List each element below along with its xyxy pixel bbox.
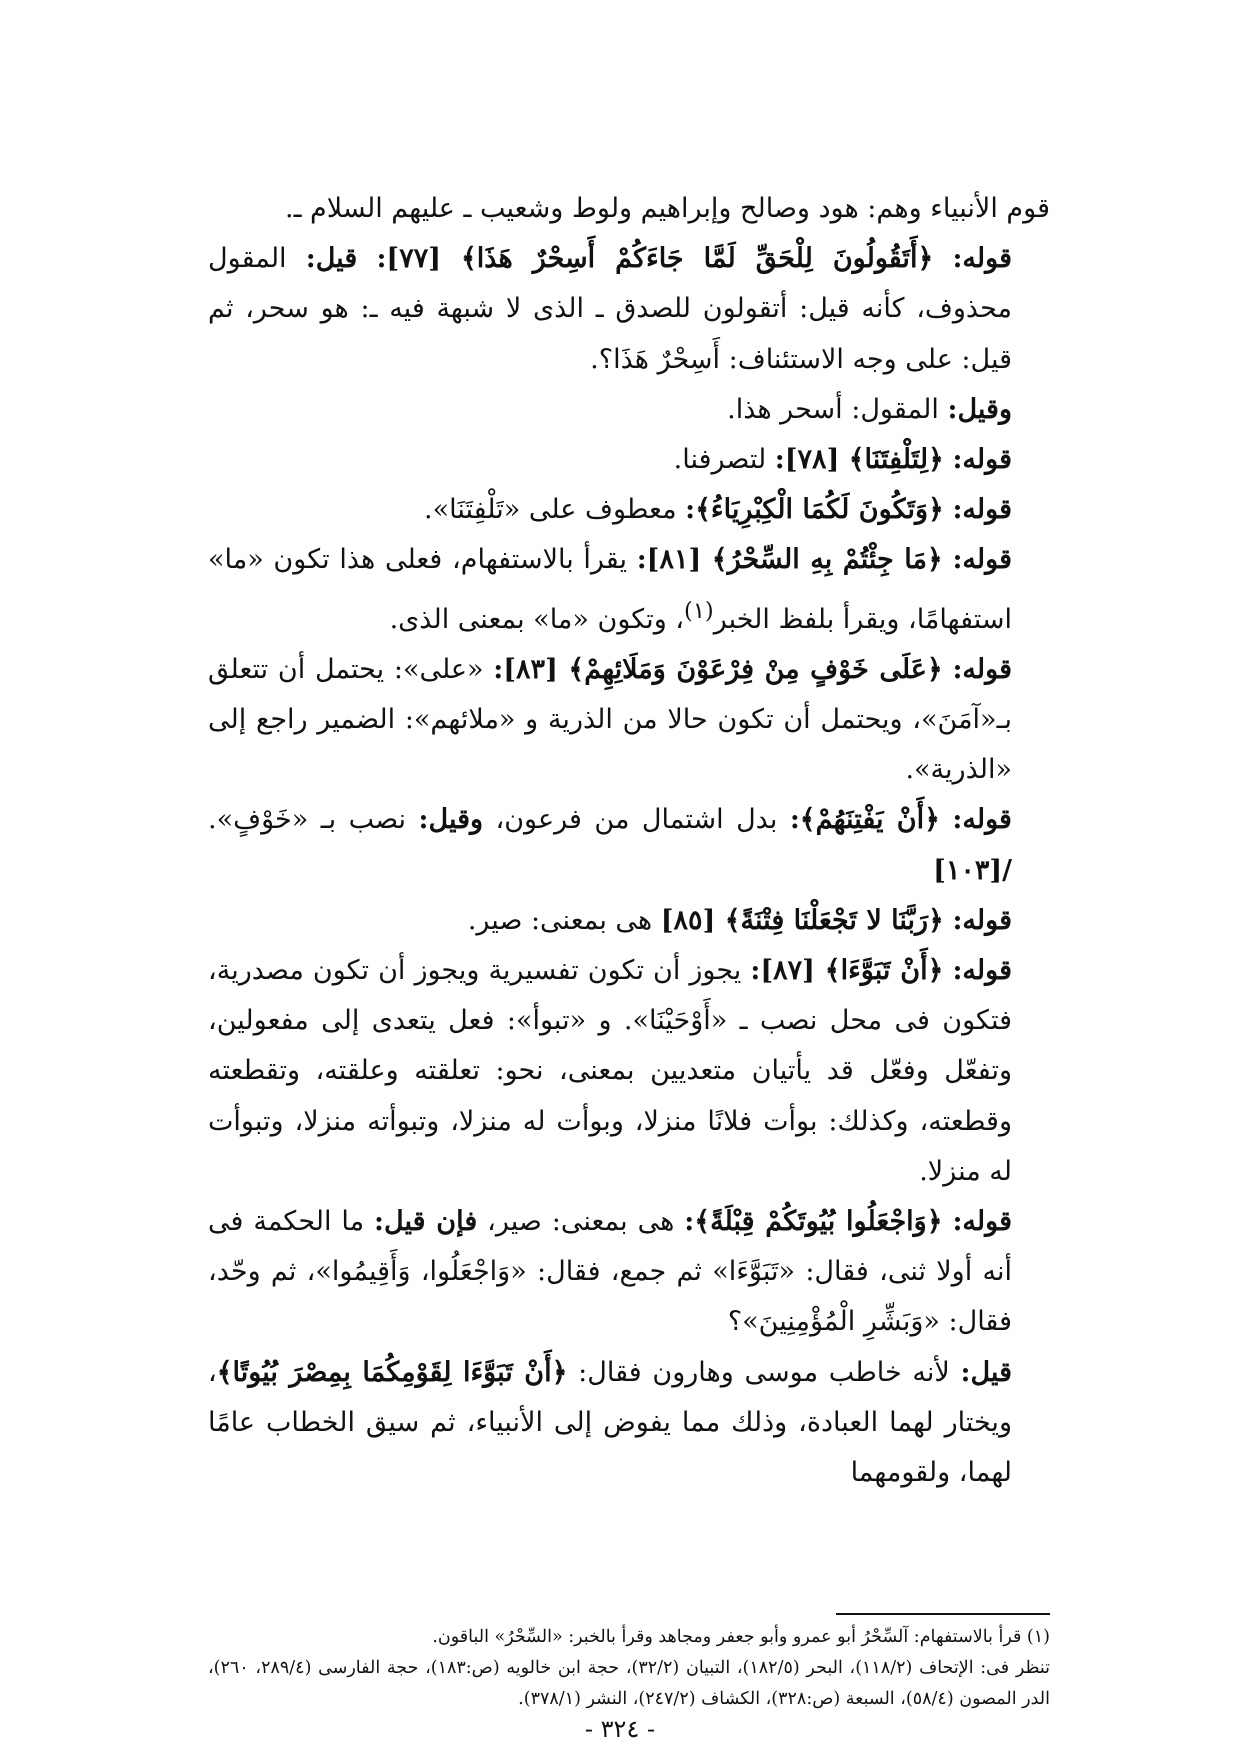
footnote-separator (836, 1613, 1050, 1615)
paragraph-6 (208, 535, 1050, 644)
paragraph-12 (208, 1348, 1050, 1499)
main-text (208, 184, 1050, 1498)
paragraph-text: بدل اشتمال من فرعون، (495, 804, 778, 836)
paragraph-text: قوم الأنبياء وهم: هود وصالح وإبراهيم ولوط وشعيب ـ عليهم السلام ـ. (284, 193, 1050, 224)
quran-quote: ﴿لِتَلْفِتَنَا﴾ [٧٨]: (774, 444, 944, 476)
quran-quote: ﴿وَتَكُونَ لَكُمَا الْكِبْرِيَاءُ﴾: (685, 494, 944, 526)
quran-quote: ﴿عَلَى خَوْفٍ مِنْ فِرْعَوْنَ وَمَلَائِهِمْ﴾ [٨٣]: (493, 653, 943, 685)
waqila-label: وقيل: (418, 804, 484, 836)
qawluhu-label: قوله: (952, 653, 1012, 685)
paragraph-text: ، ويختار لهما العبادة، وذلك مما يفوض إلى الأنبياء، ثم سيق الخطاب عامًا لهما، ولقومهما (208, 1356, 1012, 1489)
waqila-label: وقيل: (947, 393, 1012, 425)
paragraph-text: ما الحكمة فى أنه أولا ثنى، فقال: «تَبَوَّءَا» ثم جمع، فقال: «وَاجْعَلُوا، وَأَقِيمُوا»، ثم وحّد، فقال: «وَبَشِّرِ الْمُؤْمِنِينَ»؟ (208, 1206, 1012, 1338)
page-number: - ٣٢٤ - (584, 1715, 656, 1743)
quran-quote: ﴿مَا جِئْتُمْ بِهِ السِّحْرُ﴾ [٨١]: (636, 544, 943, 576)
qawluhu-label: قوله: (952, 804, 1012, 836)
quran-quote: ﴿رَبَّنَا لا تَجْعَلْنَا فِتْنَةً﴾ [٨٥] (660, 904, 944, 936)
paragraph-7 (208, 645, 1050, 796)
paragraph-2 (208, 234, 1050, 385)
paragraph-10 (208, 946, 1050, 1197)
paragraph-text: المقول: أسحر هذا. (727, 393, 939, 425)
qawluhu-label: قوله: (952, 243, 1012, 275)
paragraph-text: «على»: يحتمل أن تتعلق بـ«آمَنَ»، ويحتمل أن تكون حالا من الذرية و «ملائهم»: الضمير راجع إلى «الذرية». (208, 653, 1012, 786)
paragraph-text: يجوز أن تكون تفسيرية ويجوز أن تكون مصدرية، فتكون فى محل نصب ـ «أَوْحَيْنَا». و «تبوأ»: فعل يتعدى إلى مفعولين، وتفعّل وفعّل قد يأتيان متعديين بمعنى، نحو: تعلقته وعلقته، وتقطعته وقطعته، وكذلك: بوأت فلانًا منزلا، وبوأت له منزلا، وتبوأته منزلا، وتبوأت له منزلا. (208, 955, 1012, 1187)
footnote-1: (١) قرأ بالاستفهام: آلسِّحْرُ أبو عمرو وأبو جعفر ومجاهد وقرأ بالخبر: «السِّحْرُ» الباقون. (432, 1627, 1050, 1647)
paragraph-text: المقول محذوف، كأنه قيل: أتقولون للصدق ـ الذى لا شبهة فيه ـ: هو سحر، ثم قيل: على وجه الاستئناف: أَسِحْرٌ هَذَا؟. (208, 243, 1012, 375)
paragraph-9 (208, 896, 1050, 946)
quran-quote: ﴿أَنْ تَبَوَّءَا﴾ [٨٧]: (750, 955, 944, 987)
paragraph-1 (208, 184, 1050, 234)
paragraph-text: يقرأ بالاستفهام، فعلى هذا تكون «ما» استفهامًا، ويقرأ بلفظ الخبر (208, 544, 1012, 635)
qila-label: قيل: (960, 1356, 1012, 1388)
qawluhu-label: قوله: (952, 494, 1012, 526)
qawluhu-label: قوله: (952, 1206, 1012, 1238)
qawluhu-label: قوله: (952, 955, 1012, 987)
qila-label: قيل: (305, 243, 358, 275)
qawluhu-label: قوله: (952, 904, 1012, 936)
paragraph-11 (208, 1197, 1050, 1348)
paragraph-text: معطوف على «تَلْفِتَنَا». (423, 494, 677, 526)
paragraph-text: نصب بـ «خَوْفٍ». (208, 804, 407, 836)
paragraph-text: لأنه خاطب موسى وهارون فقال: (578, 1356, 950, 1388)
fain-qila-label: فإن قيل: (374, 1206, 478, 1238)
qawluhu-label: قوله: (952, 544, 1012, 576)
quran-quote: ﴿أَنْ يَفْتِنَهُمْ﴾: (789, 804, 940, 836)
footnote-reference: (١) (684, 597, 714, 624)
paragraph-5 (208, 485, 1050, 535)
qawluhu-label: قوله: (952, 444, 1012, 476)
paragraph-3 (208, 385, 1050, 435)
quran-quote: ﴿أَنْ تَبَوَّءَا لِقَوْمِكُمَا بِمِصْرَ بُيُوتًا﴾ (216, 1356, 568, 1388)
paragraph-text: لتصرفنا. (673, 444, 767, 476)
paragraph-text: هى بمعنى: صير. (467, 904, 653, 936)
manuscript-folio-marker: /[١٠٣] (933, 854, 1012, 886)
paragraph-text: هى بمعنى: صير، (487, 1206, 675, 1238)
quran-quote: ﴿أَتَقُولُونَ لِلْحَقِّ لَمَّا جَاءَكُمْ أَسِحْرٌ هَذَا﴾ [٧٧]: (376, 243, 934, 275)
footnotes (208, 1622, 1050, 1715)
paragraph-8 (208, 795, 1050, 895)
footnote-sources: تنظر فى: الإتحاف (١١٨/٢)، البحر (١٨٢/٥)، التبيان (٣٢/٢)، حجة ابن خالويه (ص:١٨٣)، حجة الفارسى (٢٨٩/٤، ٢٦٠)، الدر المصون (٥٨/٤)، السبعة (ص:٣٢٨)، الكشاف (٢٤٧/٢)، النشر (٣٧٨/١). (208, 1658, 1050, 1709)
paragraph-4 (208, 435, 1050, 485)
quran-quote: ﴿وَاجْعَلُوا بُيُوتَكُمْ قِبْلَةً﴾: (684, 1206, 943, 1238)
paragraph-text: ، وتكون «ما» بمعنى الذى. (389, 603, 685, 635)
